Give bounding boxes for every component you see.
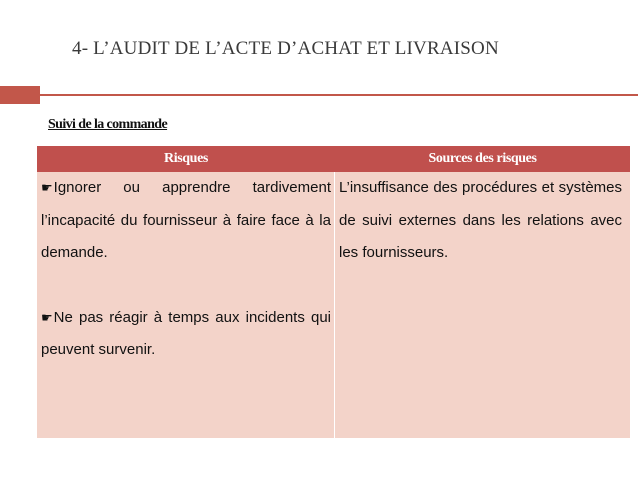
pointing-hand-icon: ☛ <box>41 309 53 325</box>
slide-title: 4- L’AUDIT DE L’ACTE D’ACHAT ET LIVRAISON <box>72 38 499 59</box>
sources-text: L’insuffisance des procédures et systèmes de suivi externes dans les relations avec les fournisseurs. <box>339 179 622 261</box>
risk-text: Ignorer ou apprendre tardivement l’incapacité du fournisseur à faire face à la demande. <box>41 179 331 261</box>
risques-cell <box>37 172 335 438</box>
risk-text: Ne pas réagir à temps aux incidents qui peuvent survenir. <box>41 308 331 358</box>
sources-cell <box>335 172 630 438</box>
risk-item <box>41 172 331 270</box>
accent-block <box>0 86 40 104</box>
risk-item <box>41 302 331 367</box>
table-row <box>37 172 630 438</box>
divider-line <box>40 94 638 96</box>
header-sources: Sources des risques <box>428 151 537 166</box>
risk-table <box>37 146 630 438</box>
pointing-hand-icon: ☛ <box>41 180 53 195</box>
section-subtitle: Suivi de la commande <box>48 117 168 132</box>
table-header-row <box>37 146 630 172</box>
header-risques: Risques <box>164 151 208 166</box>
